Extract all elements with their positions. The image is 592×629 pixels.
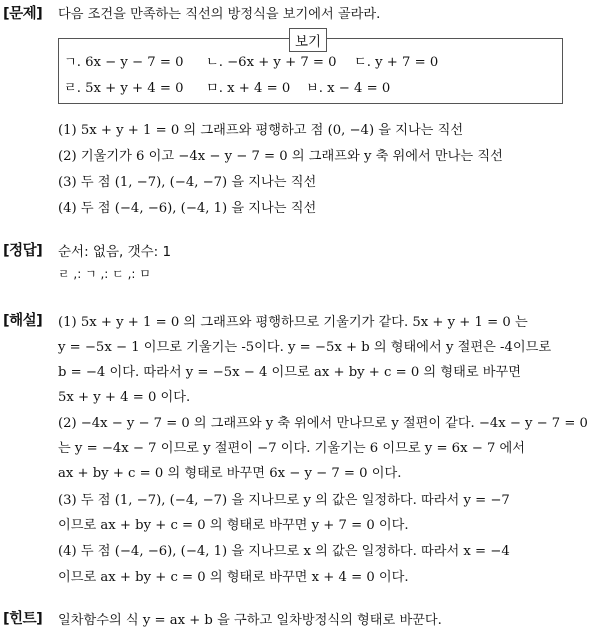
explanation-line: 이므로 ax + by + c = 0 의 형태로 바꾸면 y + 7 = 0 이다. — [58, 518, 409, 533]
problem-intro: 다음 조건을 만족하는 직선의 방정식을 보기에서 골라라. — [58, 7, 381, 22]
explanation-line: b = −4 이다. 따라서 y = −5x − 4 이므로 ax + by + c = 0 의 형태로 바꾸면 — [58, 365, 521, 380]
explanation-line: 이므로 ax + by + c = 0 의 형태로 바꾸면 x + 4 = 0 이다. — [58, 570, 409, 585]
choices-box-title: 보기 — [289, 28, 327, 52]
choice-nieun: ㄴ. −6x + y + 7 = 0 — [206, 55, 337, 70]
answer-label: [정답] — [3, 243, 43, 259]
problem-item-1: (1) 5x + y + 1 = 0 의 그래프와 평행하고 점 (0, −4) 을 지나는 직선 — [58, 123, 464, 138]
choice-digeut: ㄷ. y + 7 = 0 — [354, 55, 439, 70]
explanation-label: [해설] — [3, 313, 43, 329]
choice-giyeok: ㄱ. 6x − y − 7 = 0 — [64, 55, 184, 70]
choice-rieul: ㄹ. 5x + y + 4 = 0 — [64, 81, 184, 96]
explanation-line: (3) 두 점 (1, −7), (−4, −7) 을 지나므로 y 의 값은 일정하다. 따라서 y = −7 — [58, 493, 510, 508]
choice-mieum: ㅁ. x + 4 = 0 — [206, 81, 291, 96]
problem-item-2: (2) 기울기가 6 이고 −4x − y − 7 = 0 의 그래프와 y 축 위에서 만나는 직선 — [58, 149, 503, 164]
hint-text: 일차함수의 식 y = ax + b 을 구하고 일차방정식의 형태로 바꾼다. — [58, 613, 442, 628]
explanation-line: ax + by + c = 0 의 형태로 바꾸면 6x − y − 7 = 0 이다. — [58, 466, 402, 481]
problem-item-4: (4) 두 점 (−4, −6), (−4, 1) 을 지나는 직선 — [58, 201, 317, 216]
problem-item-3: (3) 두 점 (1, −7), (−4, −7) 을 지나는 직선 — [58, 175, 317, 190]
explanation-line: (1) 5x + y + 1 = 0 의 그래프와 평행하므로 기울기가 같다. 5x + y + 1 = 0 는 — [58, 315, 528, 330]
explanation-line: 5x + y + 4 = 0 이다. — [58, 390, 191, 405]
explanation-line: (4) 두 점 (−4, −6), (−4, 1) 을 지나므로 x 의 값은 일정하다. 따라서 x = −4 — [58, 544, 510, 559]
problem-label: [문제] — [3, 6, 43, 22]
hint-label: [힌트] — [3, 611, 43, 627]
answer-sequence: ㄹ ,: ㄱ ,: ㄷ ,: ㅁ — [58, 267, 151, 281]
choice-bieup: ㅂ. x − 4 = 0 — [306, 81, 391, 96]
explanation-line: (2) −4x − y − 7 = 0 의 그래프와 y 축 위에서 만나므로 y 절편이 같다. −4x − y − 7 = 0 — [58, 416, 588, 431]
explanation-line: 는 y = −4x − 7 이므로 y 절편이 −7 이다. 기울기는 6 이므로 y = 6x − 7 에서 — [58, 441, 526, 456]
answer-count: 순서: 없음, 갯수: 1 — [58, 244, 172, 260]
explanation-line: y = −5x − 1 이므로 기울기는 -5이다. y = −5x + b 의 형태에서 y 절편은 -4이므로 — [58, 340, 552, 355]
